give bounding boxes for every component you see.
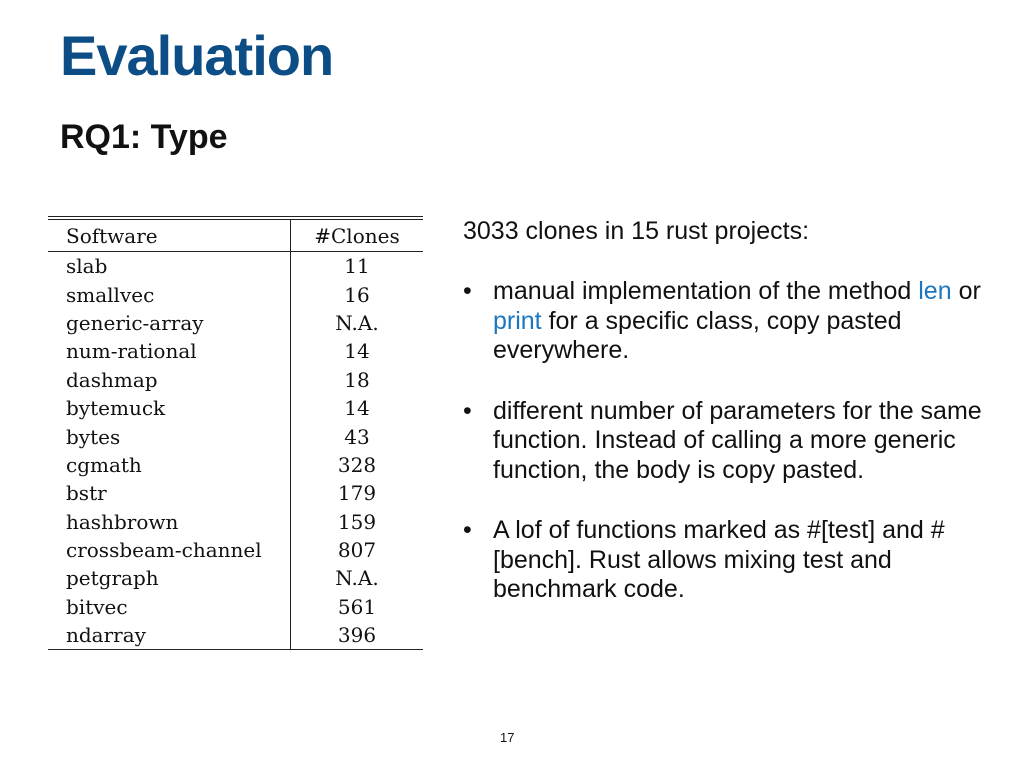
slide-title: Evaluation	[60, 24, 334, 87]
software-cell: dashmap	[48, 366, 291, 394]
table-row	[48, 366, 423, 394]
header-clones: #Clones	[314, 223, 400, 248]
software-cell: bytemuck	[48, 394, 291, 422]
table-row	[48, 621, 423, 650]
software-cell: hashbrown	[48, 508, 291, 536]
table-header-row	[48, 218, 423, 252]
bullet-icon: •	[463, 516, 472, 544]
clones-cell: 43	[344, 424, 370, 449]
bullet-item	[463, 397, 1003, 486]
table-row	[48, 422, 423, 450]
table-row	[48, 394, 423, 422]
slide-subtitle: RQ1: Type	[60, 118, 228, 156]
software-cell: cgmath	[48, 451, 291, 479]
clones-cell: N.A.	[335, 566, 379, 591]
software-cell: crossbeam-channel	[48, 536, 291, 564]
clones-cell: 179	[337, 481, 377, 506]
clones-table-container	[48, 216, 423, 650]
table-row	[48, 593, 423, 621]
bullet-text-part: manual implementation of the method	[493, 277, 919, 305]
bullet-icon: •	[463, 277, 472, 305]
software-cell: bytes	[48, 422, 291, 450]
table-row	[48, 252, 423, 281]
software-cell: ndarray	[48, 621, 291, 650]
clones-cell: 11	[344, 254, 370, 279]
clones-cell: 159	[337, 509, 377, 534]
header-software: Software	[48, 218, 291, 252]
bullet-item	[463, 516, 1003, 605]
clones-cell: 16	[344, 282, 370, 307]
keyword-print: print	[493, 306, 542, 335]
bullet-text: different number of parameters for the same function. Instead of calling a more generic function, the body is copy pasted.	[493, 396, 982, 484]
table-row	[48, 564, 423, 592]
clones-cell: 807	[337, 538, 377, 563]
table-row	[48, 536, 423, 564]
software-cell: petgraph	[48, 564, 291, 592]
clones-table	[48, 216, 423, 650]
clones-cell: 14	[344, 396, 370, 421]
table-row	[48, 280, 423, 308]
intro-text: 3033 clones in 15 rust projects:	[463, 217, 810, 245]
software-cell: smallvec	[48, 280, 291, 308]
bullet-list	[463, 277, 1003, 636]
software-cell: num-rational	[48, 337, 291, 365]
software-cell: bstr	[48, 479, 291, 507]
software-cell: generic-array	[48, 309, 291, 337]
clones-cell: N.A.	[335, 310, 379, 335]
clones-cell: 18	[344, 367, 370, 392]
clones-cell: 14	[344, 339, 370, 364]
table-row	[48, 479, 423, 507]
clones-cell: 396	[337, 623, 377, 648]
page-number: 17	[500, 730, 515, 745]
clones-cell: 561	[337, 594, 377, 619]
table-row	[48, 337, 423, 365]
bullet-item	[463, 277, 1003, 366]
keyword-len: len	[918, 277, 952, 305]
bullet-text-part: or	[951, 277, 981, 305]
table-row	[48, 309, 423, 337]
software-cell: slab	[48, 252, 291, 281]
bullet-text-part: for a specific class, copy pasted everywhere.	[493, 306, 902, 364]
bullet-icon: •	[463, 396, 472, 425]
bullet-text: A lof of functions marked as #[test] and #[bench]. Rust allows mixing test and benchmark code.	[493, 516, 945, 603]
clones-cell: 328	[337, 452, 377, 477]
software-cell: bitvec	[48, 593, 291, 621]
table-row	[48, 451, 423, 479]
table-row	[48, 508, 423, 536]
